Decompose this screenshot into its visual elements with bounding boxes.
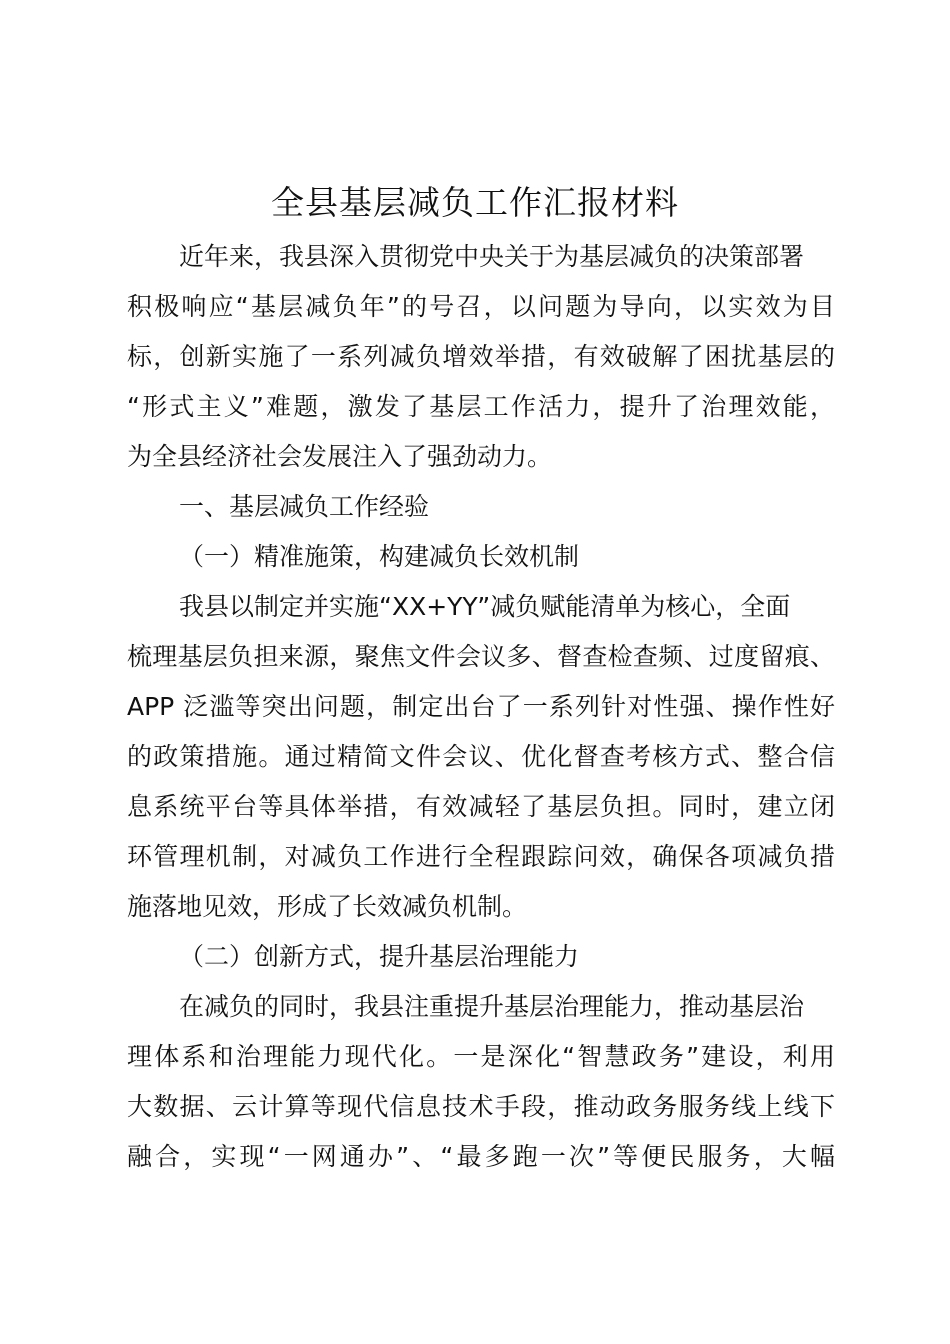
section-heading: 一、基层减负工作经验 — [179, 492, 430, 521]
paragraph-line: 近年来，我县深入贯彻党中央关于为基层减负的决策部署 — [179, 242, 805, 271]
paragraph-line: 大数据、云计算等现代信息技术手段，推动政务服务线上线下 — [127, 1092, 835, 1121]
paragraph-line: 我县以制定并实施“XX+YY”减负赋能清单为核心，全面 — [179, 592, 791, 621]
paragraph-line: APP 泛滥等突出问题，制定出台了一系列针对性强、操作性好 — [127, 692, 835, 721]
subsection-heading: （一）精准施策，构建减负长效机制 — [179, 542, 580, 571]
paragraph-line: 施落地见效，形成了长效减负机制。 — [127, 892, 528, 921]
page-title: 全县基层减负工作汇报材料 — [271, 183, 679, 222]
paragraph-line: “形式主义”难题，激发了基层工作活力，提升了治理效能， — [127, 392, 835, 421]
paragraph-line: 标，创新实施了一系列减负增效举措，有效破解了困扰基层的 — [127, 342, 835, 371]
paragraph-line: 梳理基层负担来源，聚焦文件会议多、督查检查频、过度留痕、 — [127, 642, 835, 671]
paragraph-line: 融合，实现“一网通办”、“最多跑一次”等便民服务，大幅 — [127, 1142, 835, 1171]
paragraph-line: 的政策措施。通过精简文件会议、优化督查考核方式、整合信 — [127, 742, 835, 771]
paragraph-line: 理体系和治理能力现代化。一是深化“智慧政务”建设，利用 — [127, 1042, 835, 1071]
paragraph-line: 在减负的同时，我县注重提升基层治理能力，推动基层治 — [179, 992, 805, 1021]
paragraph-line: 为全县经济社会发展注入了强劲动力。 — [127, 442, 553, 471]
paragraph-line: 环管理机制，对减负工作进行全程跟踪问效，确保各项减负措 — [127, 842, 835, 871]
paragraph-line: 息系统平台等具体举措，有效减轻了基层负担。同时，建立闭 — [127, 792, 835, 821]
document-body — [127, 232, 835, 1182]
subsection-heading: （二）创新方式，提升基层治理能力 — [179, 942, 580, 971]
paragraph-line: 积极响应“基层减负年”的号召，以问题为导向，以实效为目 — [127, 292, 835, 321]
